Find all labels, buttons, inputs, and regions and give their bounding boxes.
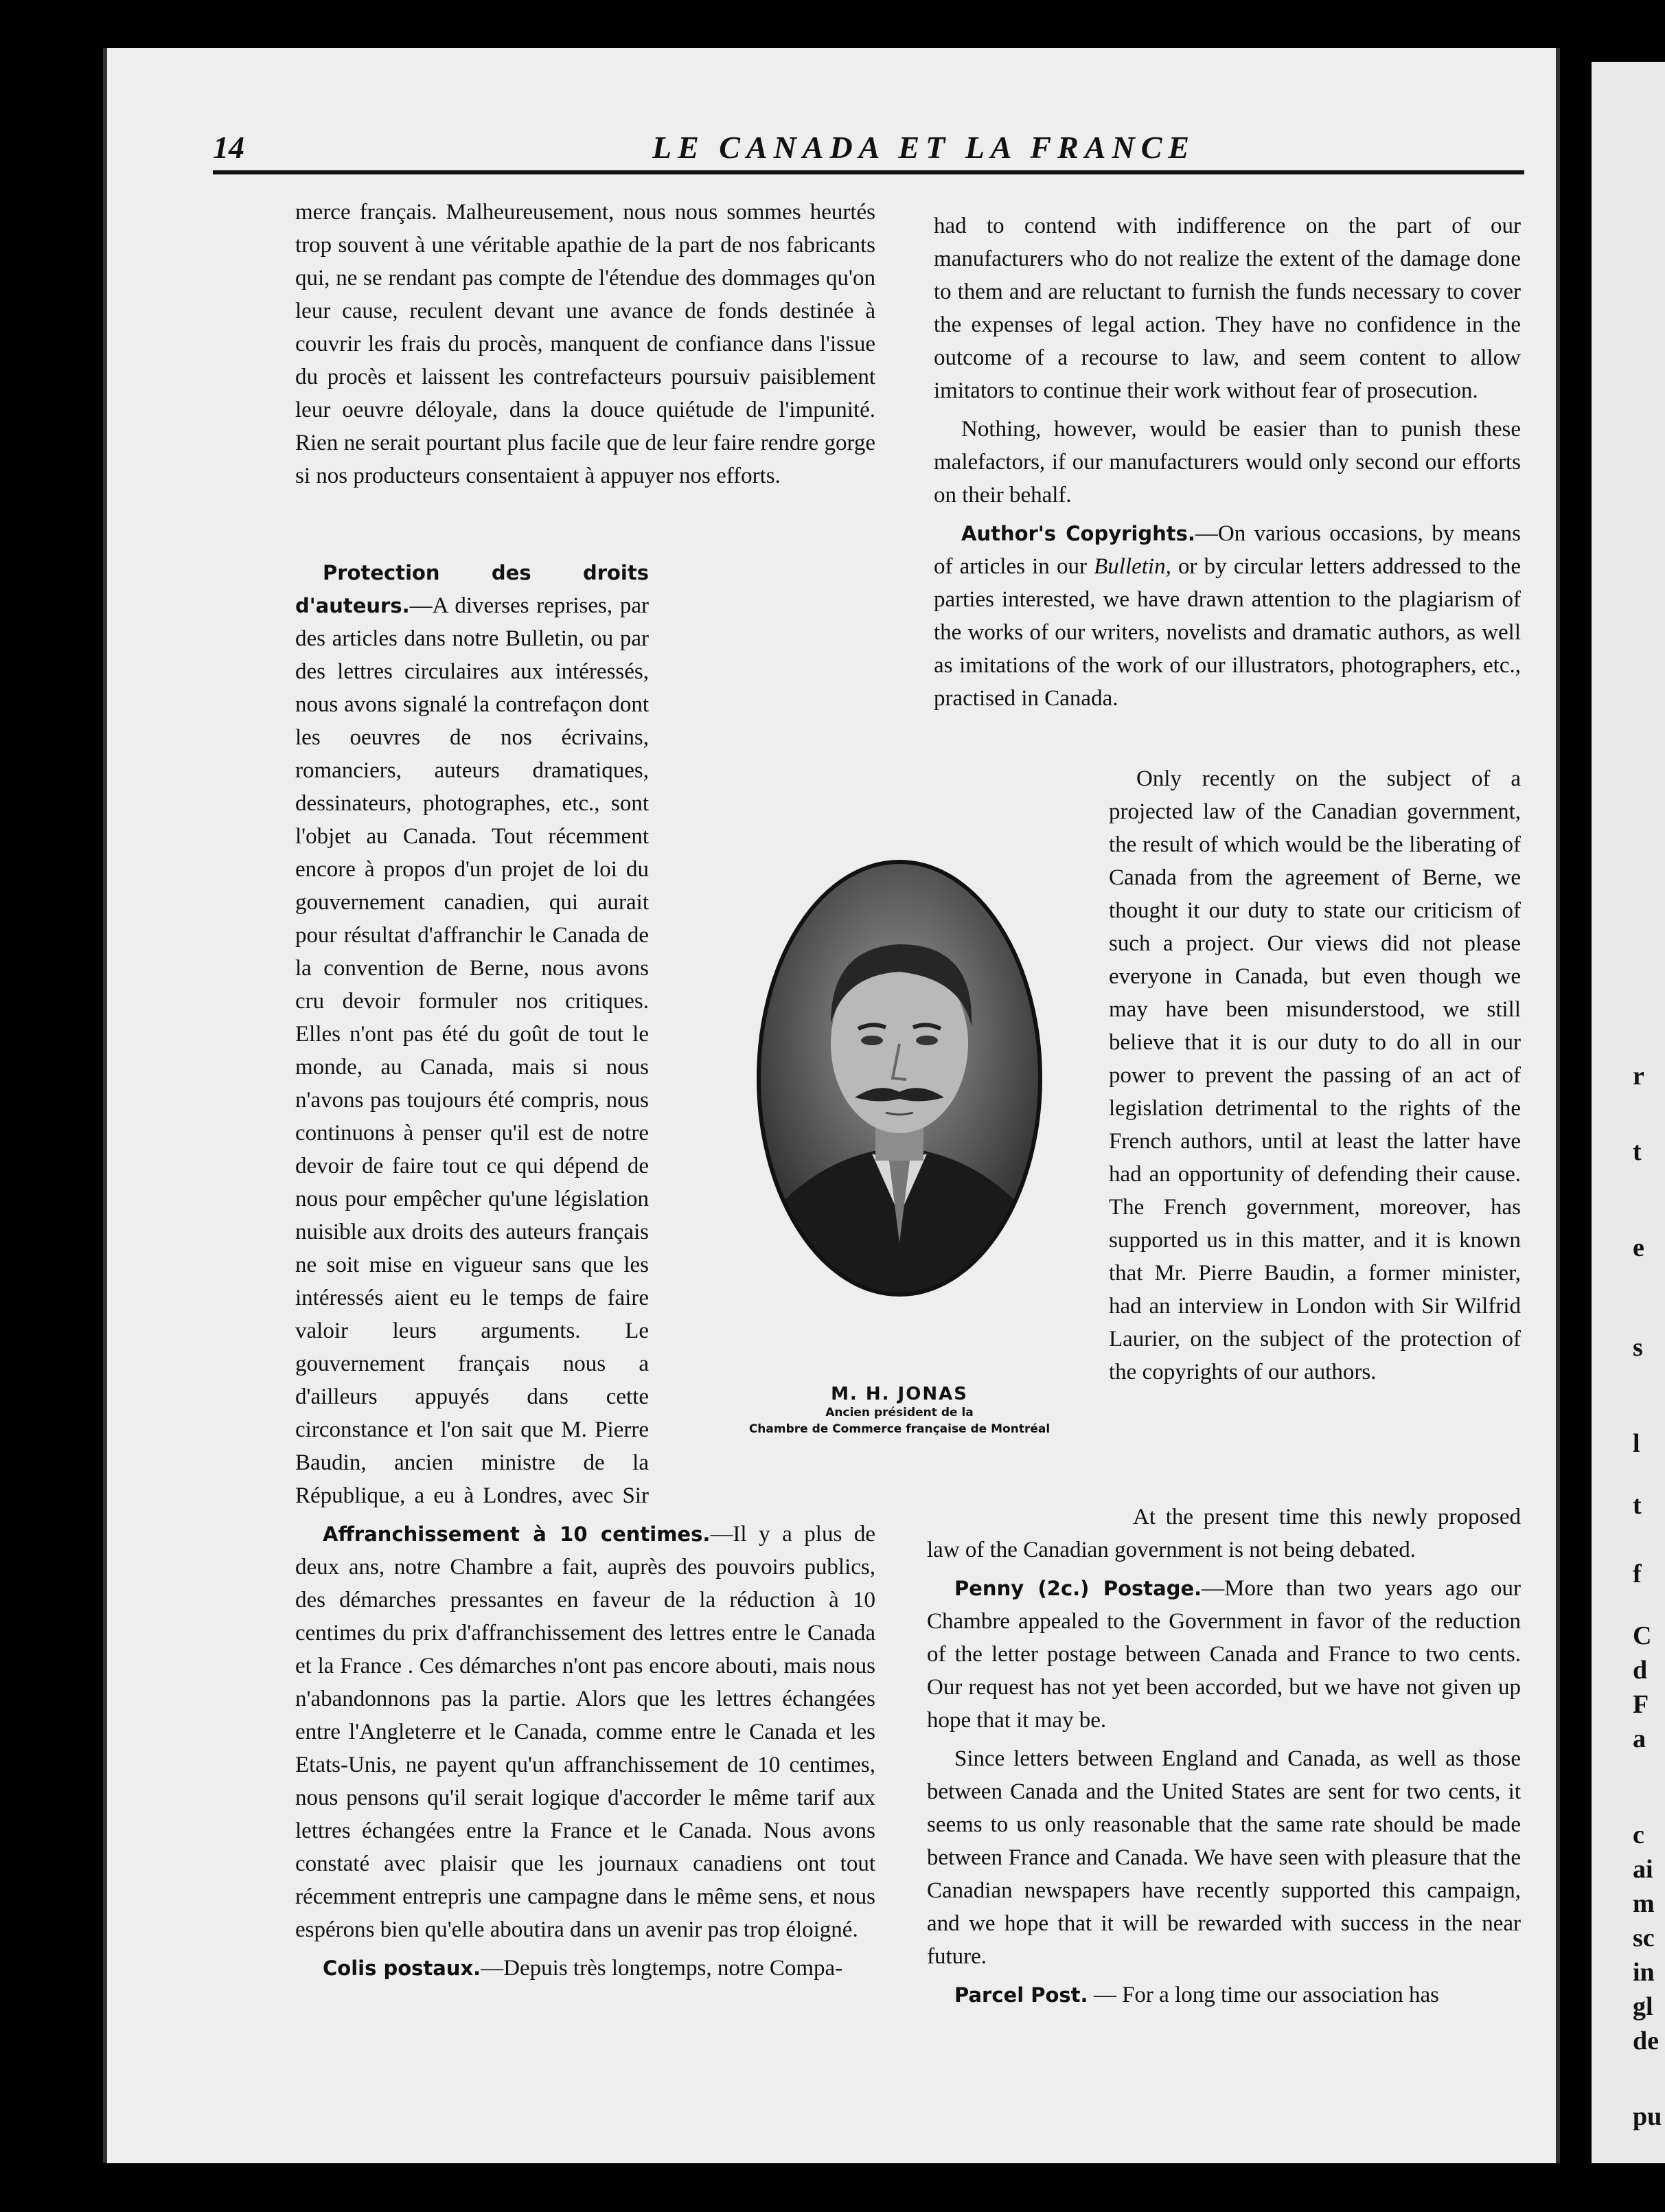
paragraph	[927, 1979, 1521, 2011]
adjacent-text-fragment: m	[1633, 1889, 1655, 1918]
adjacent-text-fragment: f	[1633, 1560, 1642, 1588]
paragraph-text: —Depuis très longtemps, notre Compa-	[481, 1956, 843, 1981]
section-heading: Colis postaux.	[323, 1957, 481, 1980]
paragraph: had to contend with indifference on the part of our manufacturers who do not realize the extent of the damage done to them and are reluctant to furnish the funds necessary to cover the expenses of legal action. They have no confidence in the outcome of a recourse to law, and seem content to allow imitators to continue their work without fear of prosecution.	[934, 214, 1521, 403]
section-heading: Author's Copyrights.	[961, 522, 1195, 545]
section-heading: Penny (2c.) Postage.	[954, 1577, 1202, 1600]
paragraph: At the present time this newly proposed law of the Canadian government is not being debated.	[927, 1505, 1521, 1562]
right-column-top	[934, 209, 1521, 766]
paragraph	[295, 1952, 875, 1985]
left-column-bottom	[295, 1518, 875, 2136]
paragraph: Since letters between England and Canada, as well as those between Canada and the United States are sent for two cents, it seems to us only reasonable that the same rate should be made between France and Canada. We have seen with pleasure that the Canadian newspapers have recently supported this campaign, and we hope that it will be rewarded with success in the near future.	[927, 1746, 1521, 1969]
paragraph-text: — For a long time our association has	[1088, 1983, 1439, 2007]
section-heading: Protection des droits d'auteurs.	[295, 561, 649, 617]
paragraph	[927, 1572, 1521, 1737]
paragraph-text: —More than two years ago our Chambre appealed to the Government in favor of the reduction of the letter postage between Canada and France to two cents. Our request has not yet been accorded, but we have not given up hope that it may be.	[927, 1576, 1521, 1733]
right-column-bottom	[927, 1501, 1521, 2132]
paragraph: merce français. Malheureusement, nous nous sommes heurtés trop souvent à une véritable apathie de la part de nos fabricants qui, ne se rendant pas compte de l'étendue des dommages qu'on leur cause, reculent devant une avance de fonds destinée à couvrir les frais du procès, manquent de confiance dans l'issue du procès et laissent les contrefacteurs poursuiv paisiblement leur oeuvre déloyale, dans la douce quiétude de l'impunité. Rien ne serait pourtant plus facile que de leur faire rendre gorge si nos producteurs consentaient à appuyer nos efforts.	[295, 200, 875, 488]
adjacent-text-fragment: r	[1633, 1062, 1644, 1091]
adjacent-text-fragment: t	[1633, 1491, 1642, 1520]
portrait-caption	[721, 1384, 1078, 1437]
adjacent-text-fragment: e	[1633, 1233, 1644, 1262]
caption-title-line: Ancien président de la	[825, 1406, 974, 1419]
paragraph	[295, 1518, 875, 1946]
adjacent-page-edge	[1592, 62, 1665, 2163]
paragraph-text: —On various occasions, by means of articles in our	[934, 521, 1521, 579]
adjacent-text-fragment: de	[1633, 2027, 1659, 2055]
publication-title: LE CANADA ET LA FRANCE	[652, 130, 1196, 165]
left-column-top	[295, 196, 875, 498]
adjacent-text-fragment: l	[1633, 1429, 1640, 1458]
adjacent-text-fragment: sc	[1633, 1924, 1655, 1952]
adjacent-text-fragment: gl	[1633, 1992, 1653, 2021]
adjacent-text-fragment: ai	[1633, 1855, 1653, 1884]
adjacent-text-fragment: C	[1633, 1621, 1652, 1650]
paragraph: Nothing, however, would be easier than to punish these malefactors, if our manufacturers would only second our efforts on their behalf.	[934, 417, 1521, 508]
adjacent-text-fragment: F	[1633, 1690, 1649, 1719]
paragraph-text: or by circular letters addressed to the parties interested, we have drawn attention to the plagiarism of the works of our writers, novelists and dramatic authors, as well as imitations of the work of our illustrators, photographers, etc., practised in Canada.	[934, 554, 1521, 711]
adjacent-text-fragment: in	[1633, 1958, 1655, 1987]
caption-name: M. H. JONAS	[831, 1384, 968, 1404]
adjacent-text-fragment: t	[1633, 1137, 1642, 1166]
adjacent-text-fragment: pu	[1633, 2102, 1662, 2131]
adjacent-text-fragment: c	[1633, 1821, 1644, 1849]
bulletin-title: Bulletin,	[1094, 554, 1171, 579]
adjacent-text-fragment: d	[1633, 1656, 1648, 1685]
adjacent-text-fragment: a	[1633, 1724, 1646, 1753]
page-number: 14	[213, 130, 244, 165]
caption-title-line: Chambre de Commerce française de Montréal	[748, 1422, 1050, 1436]
paragraph-text: —A diverses reprises, par des articles dans notre Bulletin, ou par des lettres circulaires aux intéressés, nous avons signalé la contrefaçon dont les oeuvres de nos écrivains, romanciers, auteurs dramatiques, dessinateurs, photographes, etc., sont l'objet au Canada. Tout récemment encore à propos d'un projet de loi du gouvernement canadien, qui aurait pour résultat d'affranchir le Canada de la convention de Berne, nous avons cru devoir formuler nos critiques. Elles n'ont pas été du goût de tout le monde, au Canada, mais si nous n'avons pas toujours été compris, nous continuons à penser qu'il est de notre devoir de faire tout ce qui dépend de nous pour empêcher qu'une législation nuisible aux droits des auteurs français ne soit mise en vigueur sans que les intéressés aient eu le temps de faire valoir leurs arguments. Le gouvernement français nous a d'ailleurs appuyés dans cette circonstance et l'on sait que M. Pierre Baudin, ancien ministre de la République, a eu à Londres, avec Sir	[295, 593, 649, 1508]
paragraph-text: —Il y a plus de deux ans, notre Chambre a fait, auprès des pouvoirs publics, des démarches pressantes en faveur de la réduction à 10 centimes du prix d'affranchissement des lettres entre le Canada et la France . Ces démarches n'ont pas encore abouti, mais nous n'abandonnons pas la partie. Alors que les lettres échangées entre l'Angleterre et le Canada, comme entre le Canada et les Etats-Unis, ne payent qu'un affranchissement de 10 centimes, nous pensons qu'il serait logique d'accorder le même tarif aux lettres échangées entre la France et le Canada. Nous avons constaté avec plaisir que les journaux canadiens ont tout récemment entrepris une campagne dans le même sens, et nous espérons bien qu'elle aboutira dans un avenir pas trop éloigné.	[295, 1522, 875, 1942]
paragraph: Only recently on the subject of a projected law of the Canadian government, the result of which would be the liberating of Canada from the agreement of Berne, we thought it our duty to state our criticism of such a project. Our views did not please everyone in Canada, but even though we may have been misunderstood, we still believe that it is our duty to do all in our power to prevent the passing of an act of legislation detrimental to the rights of the French authors, until at least the latter have had an opportunity of defending their cause. The French government, moreover, has supported us in this matter, and it is known that Mr. Pierre Baudin, a former minister, had an interview in London with Sir Wilfrid Laurier, on the subject of the protection of the copyrights of our authors.	[1109, 766, 1521, 1384]
section-heading: Parcel Post.	[954, 1983, 1088, 2007]
portrait-photo	[755, 858, 1044, 1298]
section-heading: Affranchissement à 10 centimes.	[323, 1523, 711, 1546]
running-header	[213, 129, 1524, 174]
adjacent-text-fragment: s	[1633, 1333, 1643, 1362]
paragraph	[934, 517, 1521, 715]
